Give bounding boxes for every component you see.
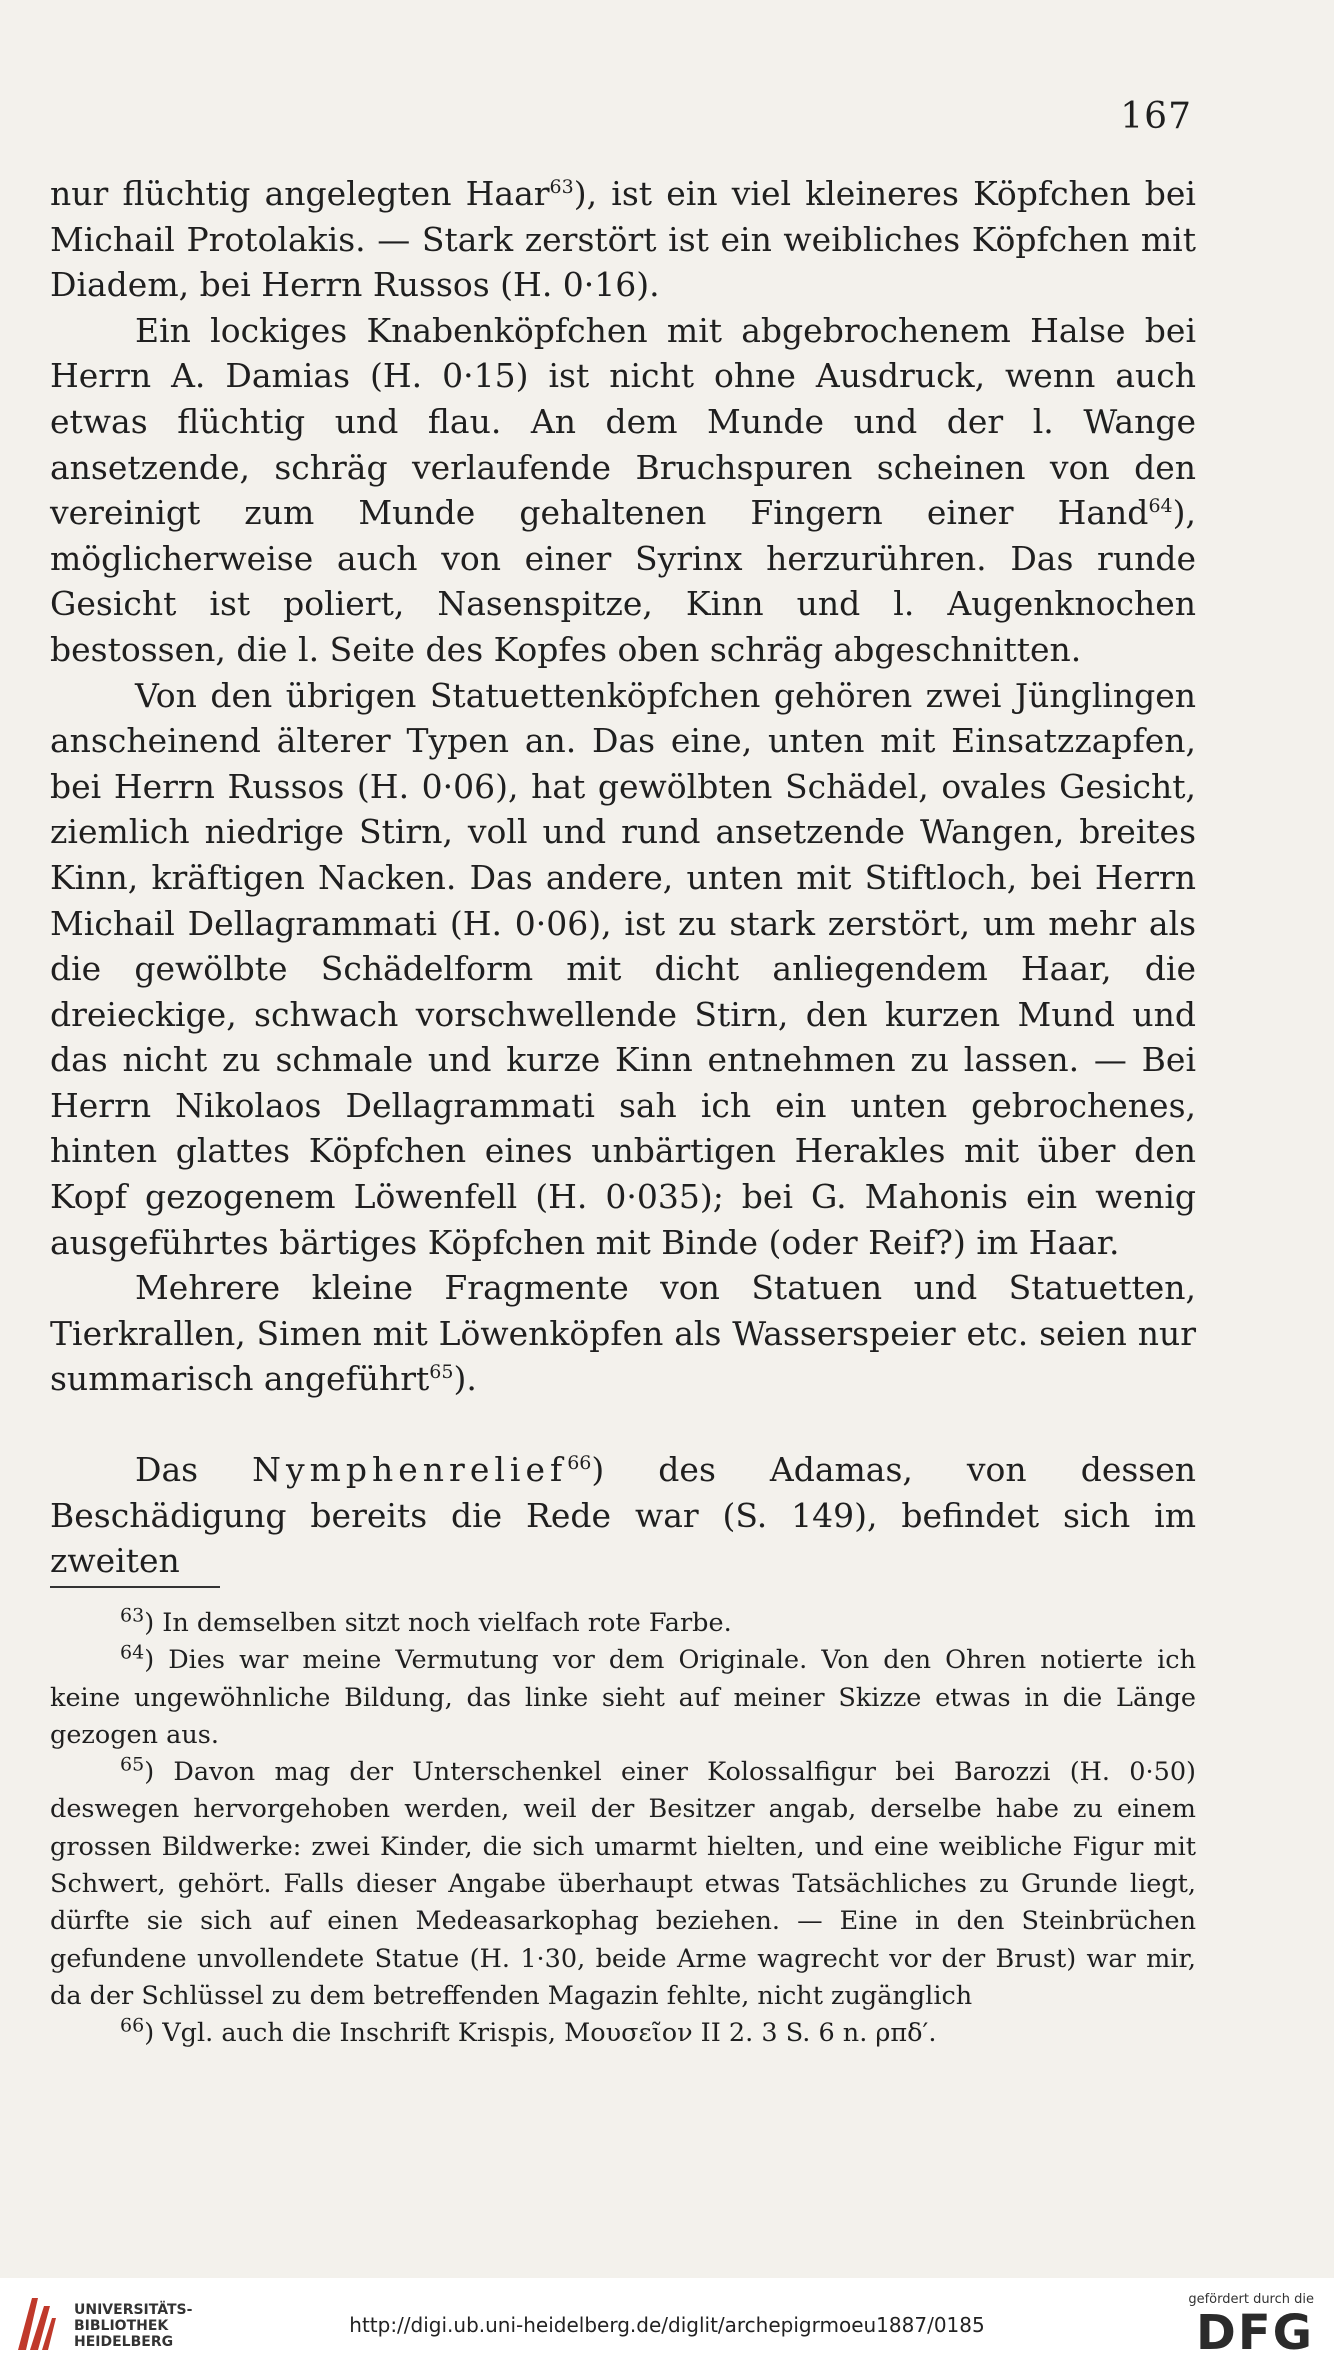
spaced-term: Nymphenrelief (252, 1450, 568, 1490)
footnote: $^{66}$) Vgl. auch die Inschrift Krispis, Μουσεῖον II 2. 3 S. 6 n. ρπδ′. (120, 2014, 937, 2049)
footnotes (50, 1605, 1196, 2053)
paragraph-1: nur flüchtig angelegten Haar$^{63}$), ist ein viel kleineres Köpfchen bei Michail Protolakis. — Stark zerstört ist ein weibliches Köpfchen mit Diadem, bei Herrn Russos (H. 0·16). (50, 174, 1196, 305)
main-text (50, 171, 1196, 1584)
paragraph-5: Das Nymphenrelief$^{66}$) des Adamas, von dessen Beschädigung bereits die Rede war (S. 149), befindet sich im zweiten (50, 1450, 1196, 1581)
paragraph-2: Ein lockiges Knabenköpfchen mit abgebrochenem Halse bei Herrn A. Damias (H. 0·15) ist nicht ohne Ausdruck, wenn auch etwas flüchtig und flau. An dem Munde und der l. Wange ansetzende, schräg verlaufende Bruchspuren scheinen von den vereinigt zum Munde gehaltenen Fingern einer Hand$^{64}$), möglicherweise auch von einer Syrinx herzurühren. Das runde Gesicht ist poliert, Nasenspitze, Kinn und l. Augenknochen bestossen, die l. Seite des Kopfes oben schräg abgeschnitten. (50, 310, 1196, 669)
library-name: UNIVERSITÄTS- BIBLIOTHEK HEIDELBERG (74, 2302, 193, 2350)
page-number: 167 (1120, 96, 1192, 137)
paragraph-4: Mehrere kleine Fragmente von Statuen und Statuetten, Tierkrallen, Simen mit Löwenköpfen als Wasserspeier etc. seien nur summarisch angeführt$^{65}$). (50, 1268, 1196, 1399)
footnote: $^{64}$) Dies war meine Vermutung vor dem Originale. Von den Ohren notierte ich keine ungewöhnliche Bildung, das linke sieht auf meiner Skizze etwas in die Länge gezogen aus. (50, 1641, 1196, 1750)
viewer-footer (0, 2278, 1334, 2373)
permalink[interactable]: http://digi.ub.uni-heidelberg.de/diglit/archepigrmoeu1887/0185 (349, 2313, 985, 2337)
footnote-ref[interactable]: 66 (567, 1452, 592, 1475)
footnote-ref[interactable]: 63 (549, 176, 574, 198)
footnote: $^{63}$) In demselben sitzt noch vielfach rote Farbe. (120, 1604, 732, 1638)
footnote-divider (50, 1586, 220, 1588)
footnote: $^{65}$) Davon mag der Unterschenkel einer Kolossalfigur bei Barozzi (H. 0·50) deswegen hervorgehoben werden, weil der Besitzer angab, derselbe habe zu einem grossen Bildwerke: zwei Kinder, die sich umarmt hielten, und eine weibliche Figur mit Schwert, gehört. Falls dieser Angabe überhaupt etwas Tatsächliches zu Grunde liegt, dürfte sie sich auf einen Medeasarkophag beziehen. — Eine in den Steinbrüchen gefundene unvollendete Statue (H. 1·30, beide Arme wagrecht vor der Brust) war mir, da der Schlüssel zu dem betreffenden Magazin fehlte, nicht zugänglich (50, 1753, 1196, 2011)
footnote-ref[interactable]: 64 (1148, 495, 1173, 518)
footnote-ref[interactable]: 65 (429, 1361, 454, 1384)
paragraph-3: Von den übrigen Statuettenköpfchen gehören zwei Jünglingen anscheinend älterer Typen an. Das eine, unten mit Einsatzzapfen, bei Herrn Russos (H. 0·06), hat gewölbten Schädel, ovales Gesicht, ziemlich niedrige Stirn, voll und rund ansetzende Wangen, breites Kinn, kräftigen Nacken. Das andere, unten mit Stiftloch, bei Herrn Michail Dellagrammati (H. 0·06), ist zu stark zerstört, um mehr als die gewölbte Schädelform mit dicht anliegendem Haar, die dreieckige, schwach vorschwellende Stirn, den kurzen Mund und das nicht zu schmale und kurze Kinn entnehmen zu lassen. — Bei Herrn Nikolaos Dellagrammati sah ich ein unten gebrochenes, hinten glattes Köpfchen eines unbärtigen Herakles mit über den Kopf gezogenem Löwenfell (H. 0·035); bei G. Mahonis ein wenig ausgeführtes bärtiges Köpfchen mit Binde (oder Reif?) im Haar. (50, 675, 1196, 1262)
funder-credit: gefördert durch die DFG (1188, 2292, 1314, 2361)
dfg-logo: DFG (1195, 2305, 1314, 2361)
